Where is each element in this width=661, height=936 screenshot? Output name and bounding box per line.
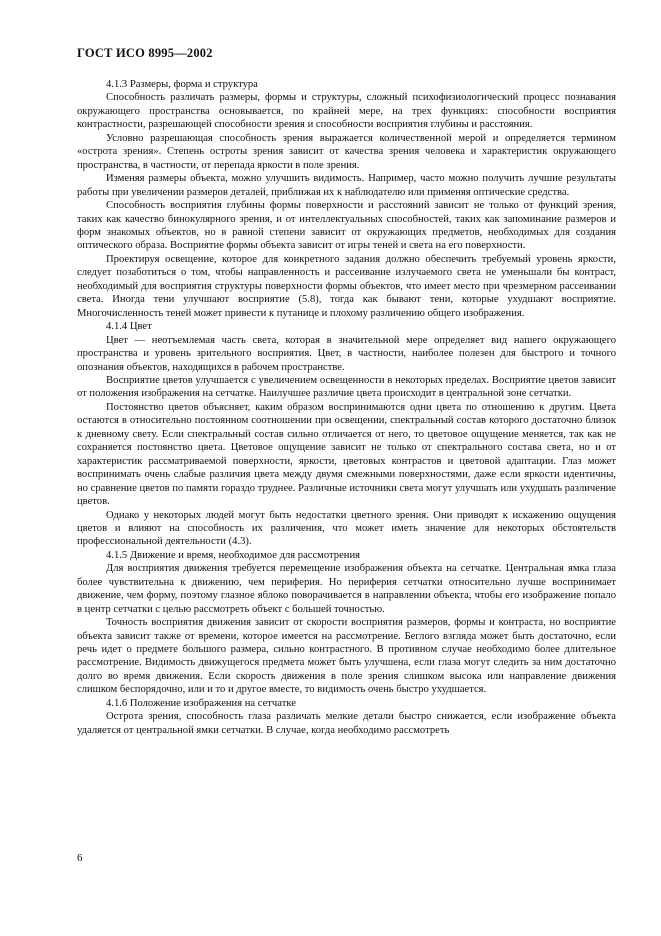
paragraph: Для восприятия движения требуется перемещение изображения объекта на сетчатке. Центральная ямка глаза более чувствительна к движению, чем периферия. Но периферия сетчатки относительно лучше воспринимает движение, чем форму, поэтому глазное яблоко поворачивается в направлении объекта, чтобы его изображение попало в центр сетчатки с целью рассмотреть объект с большей точностью. (77, 563, 616, 615)
paragraph: Условно разрешающая способность зрения выражается количественной мерой и определяется термином «острота зрения». Степень остроты зрения зависит от качества зрения человека и характеристик окружающего пространства, в частности, от перепада яркости в поле зрения. (77, 132, 616, 171)
paragraph: Постоянство цветов объясняет, каким образом воспринимаются одни цвета по отношению к другим. Цвета остаются в относительно постоянном соотношении при освещении, спектральный состав которого достаточно близок к дневному свету. Если спектральный состав сильно отличается от него, то цветовое ощущение меняется, так как не сохраняется постоянство цвета. Цветовое ощущение зависит не только от спектрального состава света, но и от характеристик рассматриваемой поверхности, яркости, цветовых контрастов и цветовой адаптации. Глаз может воспринимать очень слабые различия цвета между двумя смежными поверхностями, даже если яркости идентичны, но сравнение цветов по памяти гораздо труднее. Различные источники света могут улучшать или ухудшать различение цветов. (77, 401, 616, 508)
paragraph: Точность восприятия движения зависит от скорости восприятия размеров, формы и контраста, но восприятие объекта зависит также от времени, которое имеется на рассмотрение. Беглого взгляда может быть достаточно, если речь идет о предмете большого размера, сильно контрастного. В противном случае необходимо более длительное рассмотрение. Видимость движущегося предмета может быть улучшена, если глаза могут следить за ним достаточно долго во время движения. Если скорость движения в поле зрения слишком высока или направление движения слишком беспорядочно, или и то и другое вместе, то видимость очень быстро ухудшается. (77, 617, 616, 696)
standard-header: ГОСТ ИСО 8995—2002 (77, 46, 213, 60)
paragraph: Изменяя размеры объекта, можно улучшить видимость. Например, часто можно получить лучшие результаты работы при увеличении размеров деталей, приближая их к наблюдателю или применяя оптические средства. (77, 173, 616, 198)
paragraph: Способность различать размеры, формы и структуры, сложный психофизиологический процесс познавания окружающего пространства основывается, по крайней мере, на трех функциях: способности восприятия контрастности, разрешающей способности зрения и способности восприятия глубины и расстояния. (77, 92, 616, 131)
document-body (77, 78, 616, 737)
section-title-4-1-6: 4.1.6 Положение изображения на сетчатке (106, 697, 296, 709)
section-title-4-1-4: 4.1.4 Цвет (106, 321, 152, 333)
section-title-4-1-3: 4.1.3 Размеры, форма и структура (106, 79, 258, 90)
paragraph: Цвет — неотъемлемая часть света, которая в значительной мере определяет вид нашего окружающего пространства и уровень зрительного восприятия. Цвет, в частности, наиболее полезен для быстрого и точного опознания объектов, находящихся в рабочем пространстве. (77, 334, 616, 373)
paragraph: Способность восприятия глубины формы поверхности и расстояний зависит не только от функций зрения, таких как качество бинокулярного зрения, и от интеллектуальных способностей, таких как запоминание размеров и форм знакомых объектов, но в равной степени зависит от окружающих предметов, необходимых для создания оптического образа. Восприятие формы объекта зависит от игры теней и света на его поверхности. (77, 200, 616, 252)
paragraph: Однако у некоторых людей могут быть недостатки цветного зрения. Они приводят к искажению ощущения цветов и влияют на способность их различения, что может иметь значение для некоторых обстоятельств профессиональной деятельности (4.3). (77, 509, 616, 548)
paragraph: Острота зрения, способность глаза различать мелкие детали быстро снижается, если изображение объекта удаляется от центральной ямки сетчатки. В случае, когда необходимо рассмотреть (77, 711, 616, 736)
section-title-4-1-5: 4.1.5 Движение и время, необходимое для рассмотрения (106, 549, 361, 561)
paragraph: Проектируя освещение, которое для конкретного задания должно обеспечить требуемый уровень яркости, следует позаботиться о том, чтобы направленность и рассеивание излучаемого света не уменьшали бы контраст, необходимый для восприятия структуры поверхности формы объектов, что имеет место при чрезмерном рассеивании света. Иногда тени улучшают восприятие (5.8), тогда как бывают тени, которые ухудшают восприятие. Многочисленность теней может привести к путанице и плохому различению общего изображения. (77, 253, 616, 319)
page-number: 6 (77, 852, 83, 864)
paragraph: Восприятие цветов улучшается с увеличением освещенности в некоторых пределах. Восприятие цветов зависит от положения изображения на сетчатке. Наилучшее различие цвета происходит в центральной зоне сетчатки. (77, 374, 616, 400)
